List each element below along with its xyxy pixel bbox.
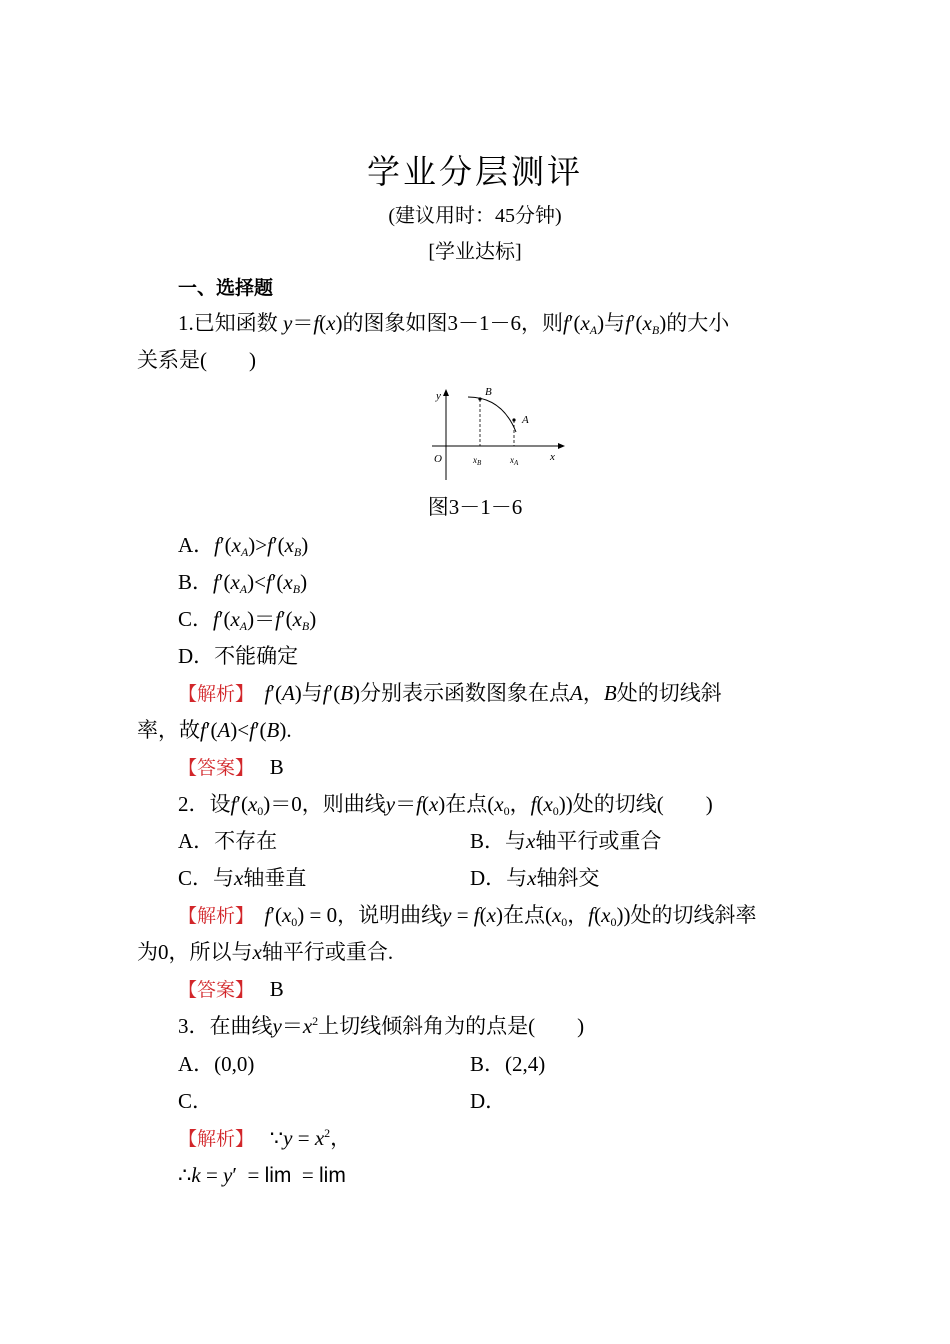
section-label: [学业达标] — [428, 241, 522, 263]
curve — [468, 397, 516, 432]
point-b-dot — [478, 397, 481, 400]
q2-option-d: D．与x轴斜交 — [470, 866, 600, 890]
q1-stem-line1: 1.已知函数 y＝f(x)的图象如图3－1－6，则$f'(x_A)$与$f'(x_B)$的大小 — [178, 311, 730, 337]
q2-stem: 2．设$f'(x_0)=0$，则曲线y＝f(x)在点($x_0$，$f(x_0)$)处的切线( ) — [178, 792, 713, 818]
q2-analysis-line1: 【解析】 $f'(x_0) = 0$，说明曲线y = f(x)在点($x_0$，$f(x_0)$)处的切线斜率 — [178, 903, 757, 929]
q2-answer: 【答案】 B — [178, 977, 284, 1001]
part-heading: 一、选择题 — [178, 277, 274, 299]
time-suggestion: (建议用时：45分钟) — [388, 205, 562, 227]
q2-analysis-line2: 为0，所以与x轴平行或重合. — [137, 940, 394, 964]
origin-label: O — [434, 453, 442, 465]
q1-analysis-line2: 率，故f′(A)<f′(B). — [137, 718, 292, 742]
x-axis-arrow — [558, 443, 565, 449]
q1-analysis-line1: 【解析】 f′(A)与f′(B)分别表示函数图象在点A，B处的切线斜 — [178, 681, 722, 705]
q3-stem: 3．在曲线$y=x^2$上切线倾斜角为的点是( ) — [178, 1014, 585, 1038]
analysis-label: 【解析】 — [178, 905, 255, 927]
analysis-label: 【解析】 — [178, 683, 255, 705]
q3-option-d: D． — [470, 1089, 507, 1113]
q3-analysis-line1: 【解析】 ∵y = $x^2$， — [178, 1126, 352, 1150]
y-axis-arrow — [443, 389, 449, 396]
q1-stem-line2: 关系是( ) — [137, 348, 256, 372]
analysis-label: 【解析】 — [178, 1128, 255, 1150]
answer-label: 【答案】 — [178, 757, 255, 779]
q1-option-c: C．$f'(x_A)=f'(x_B)$ — [178, 607, 317, 633]
q1-option-b: B．$f'(x_A)<f'(x_B)$ — [178, 570, 308, 596]
point-a-label: A — [522, 414, 529, 426]
q1-option-d: D．不能确定 — [178, 644, 299, 668]
q3-option-a: A．(0,0) — [178, 1052, 255, 1076]
y-label: y — [436, 390, 441, 402]
q1-figure-caption: 图3－1－6 — [427, 495, 523, 519]
tick-xb: $x_B$ — [473, 455, 482, 467]
q3-option-c: C． — [178, 1089, 214, 1113]
x-label: x — [550, 451, 555, 463]
answer-label: 【答案】 — [178, 979, 255, 1001]
tick-xa: $x_A$ — [510, 455, 519, 467]
q2-option-a: A．不存在 — [178, 829, 278, 853]
q2-option-b: B．与x轴平行或重合 — [470, 829, 662, 853]
page-title: 学业分层测评 — [367, 155, 583, 191]
q1-answer: 【答案】 B — [178, 755, 284, 779]
point-a-dot — [512, 418, 515, 421]
q3-option-b: B．(2,4) — [470, 1052, 546, 1076]
q2-option-c: C．与x轴垂直 — [178, 866, 307, 890]
point-b-label: B — [485, 386, 492, 398]
q1-figure — [424, 384, 569, 484]
q3-analysis-line2: ∴k = y′ = lim = lim — [178, 1163, 346, 1187]
q1-option-a: A．$f'(x_A)>f'(x_B)$ — [178, 533, 309, 559]
